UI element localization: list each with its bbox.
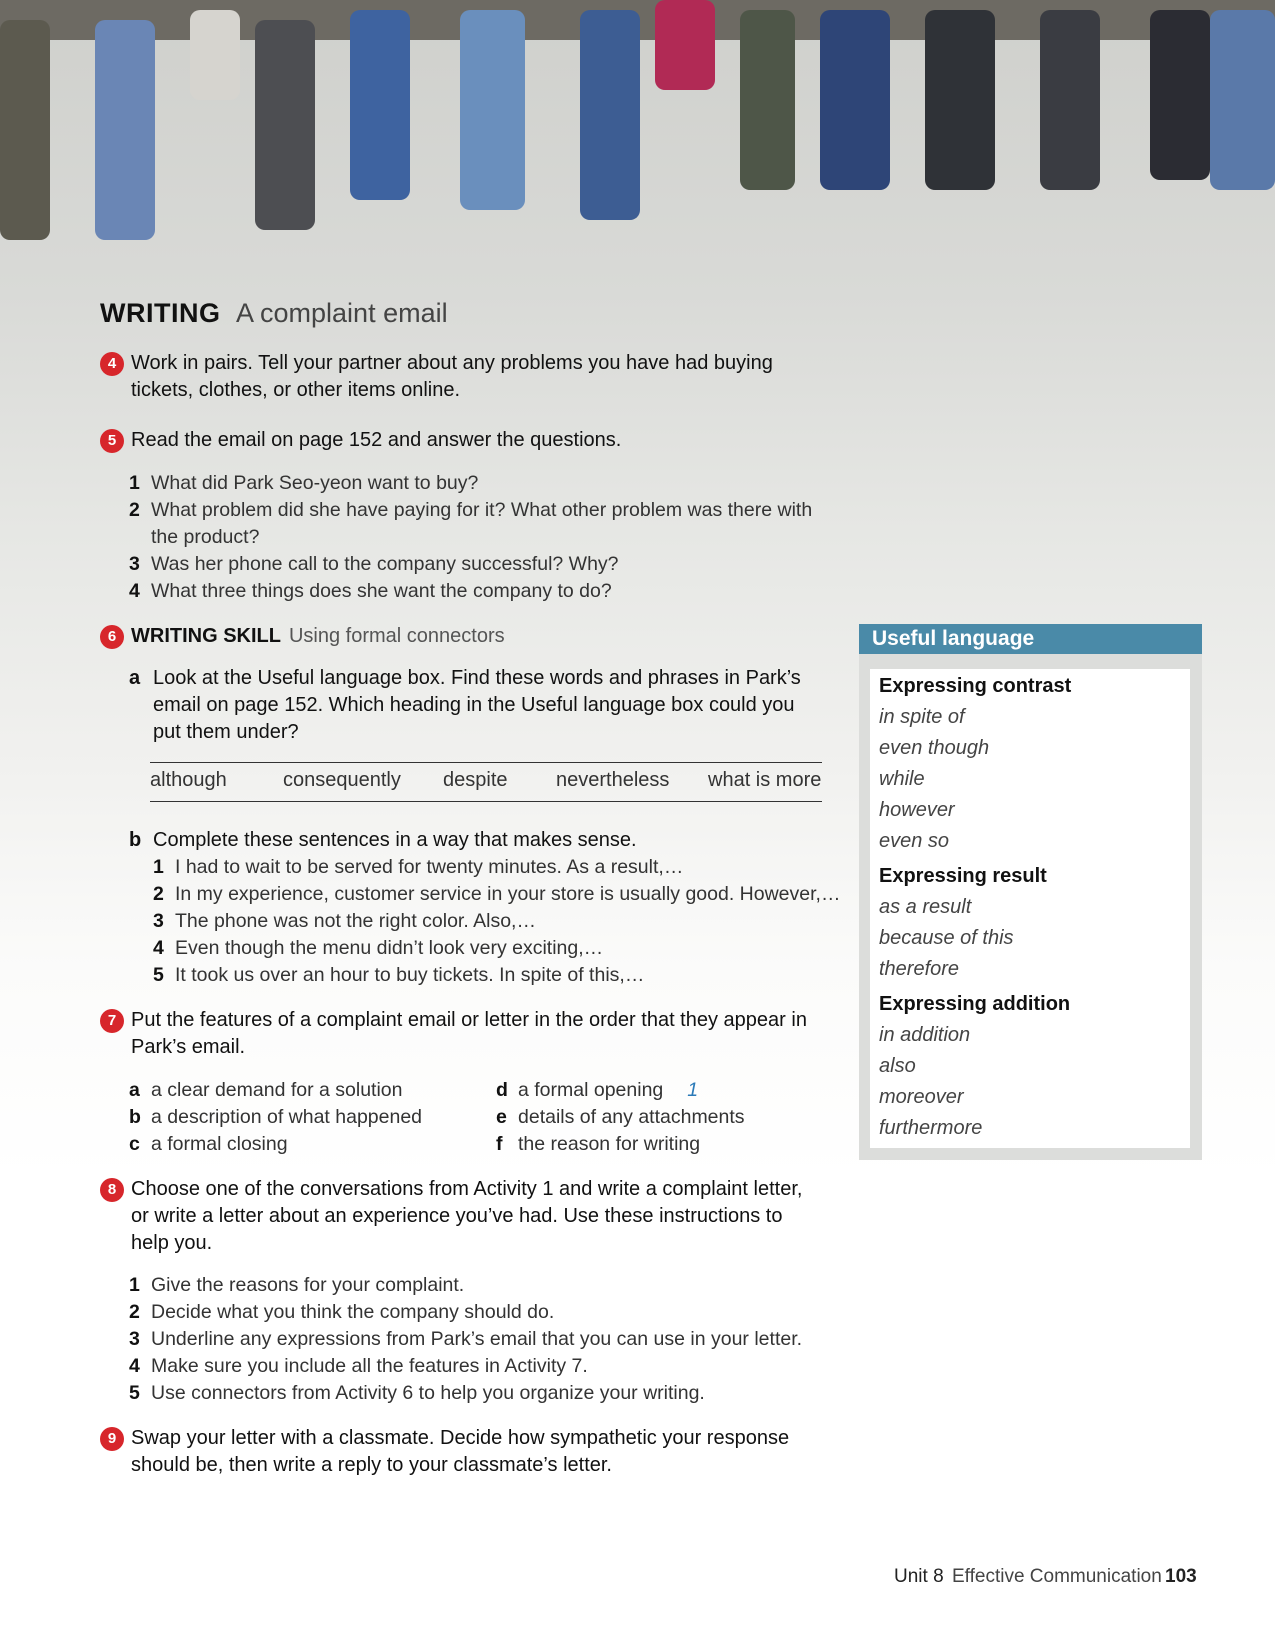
list-item: 5 It took us over an hour to buy tickets. In spite of this,… bbox=[153, 964, 645, 986]
activity-8-text: Choose one of the conversations from Activity 1 and write a complaint letter, or write a letter about an experience you’ve had. Use these instructions to help you. bbox=[131, 1178, 803, 1254]
word: nevertheless bbox=[556, 769, 670, 791]
activity-6b-text: Complete these sentences in a way that makes sense. bbox=[153, 829, 637, 851]
list-item: 4 Make sure you include all the features in Activity 7. bbox=[129, 1355, 588, 1377]
sub-label: b bbox=[129, 829, 142, 851]
list-item: 1 I had to wait to be served for twenty minutes. As a result,… bbox=[153, 856, 684, 878]
list-item: 4 Even though the menu didn’t look very exciting,… bbox=[153, 937, 604, 959]
useful-language-box bbox=[859, 624, 1202, 1160]
activity-6a-text: Look at the Useful language box. Find these words and phrases in Park’s email on page 152. Which heading in the Useful language box could you put them under? bbox=[153, 667, 801, 743]
list-item: 4 What three things does she want the company to do? bbox=[129, 580, 612, 602]
phrase: even so bbox=[879, 830, 950, 852]
section-heading bbox=[100, 298, 448, 329]
page-number: 103 bbox=[1165, 1566, 1197, 1587]
phrase: furthermore bbox=[879, 1117, 983, 1139]
activity-9-text: Swap your letter with a classmate. Decide how sympathetic your response should be, then write a reply to your classmate’s letter. bbox=[131, 1427, 790, 1476]
text-line: Work in pairs. Tell your partner about any problems you have had buying bbox=[131, 352, 773, 374]
group-heading: Expressing contrast bbox=[879, 675, 1072, 697]
phrase: even though bbox=[879, 737, 990, 759]
feature-item: d a formal opening 1 bbox=[496, 1079, 699, 1101]
list-item: 2 Decide what you think the company should do. bbox=[129, 1301, 555, 1323]
list-item: 2 What problem did she have paying for it? What other problem was there with the product? bbox=[129, 499, 813, 548]
list-item: 3 The phone was not the right color. Also,… bbox=[153, 910, 536, 932]
feature-item: c a formal closing bbox=[129, 1133, 288, 1155]
list-item: 1 What did Park Seo-yeon want to buy? bbox=[129, 472, 479, 494]
footer-title: Effective Communication bbox=[952, 1566, 1162, 1587]
useful-language-content bbox=[870, 669, 1190, 1148]
section-title: A complaint email bbox=[236, 298, 448, 328]
feature-item: e details of any attachments bbox=[496, 1106, 745, 1128]
activity-number: 5 bbox=[100, 429, 124, 453]
activity-5-text: Read the email on page 152 and answer the questions. bbox=[131, 429, 622, 451]
word: consequently bbox=[283, 769, 401, 791]
activity-number: 6 bbox=[100, 625, 124, 649]
list-item: 3 Was her phone call to the company successful? Why? bbox=[129, 553, 619, 575]
feature-item: a a clear demand for a solution bbox=[129, 1079, 403, 1101]
footer-unit: Unit 8 bbox=[894, 1566, 944, 1587]
phrase: in spite of bbox=[879, 706, 965, 728]
word-box bbox=[150, 762, 822, 802]
group-heading: Expressing addition bbox=[879, 993, 1071, 1015]
feature-item: b a description of what happened bbox=[129, 1106, 423, 1128]
group-heading: Expressing result bbox=[879, 865, 1047, 887]
activity-4-text bbox=[131, 350, 773, 404]
feature-item: f the reason for writing bbox=[496, 1133, 701, 1155]
text-line: tickets, clothes, or other items online. bbox=[131, 379, 461, 401]
word: despite bbox=[443, 769, 508, 791]
phrase: in addition bbox=[879, 1024, 971, 1046]
activity-number: 9 bbox=[100, 1427, 124, 1451]
word: what is more bbox=[708, 769, 822, 791]
useful-language-title: Useful language bbox=[859, 624, 1202, 654]
phrase: because of this bbox=[879, 927, 1014, 949]
activity-number: 7 bbox=[100, 1009, 124, 1033]
phrase: while bbox=[879, 768, 925, 790]
writing-skill-heading: WRITING SKILL Using formal connectors bbox=[131, 625, 505, 647]
word: although bbox=[150, 769, 227, 791]
activity-number: 8 bbox=[100, 1178, 124, 1202]
phrase: however bbox=[879, 799, 955, 821]
activity-7-text: Put the features of a complaint email or letter in the order that they appear in Park’s email. bbox=[131, 1009, 807, 1058]
sub-label: a bbox=[129, 667, 141, 689]
list-item: 1 Give the reasons for your complaint. bbox=[129, 1274, 465, 1296]
phrase: moreover bbox=[879, 1086, 964, 1108]
answer-example: 1 bbox=[687, 1079, 699, 1101]
list-item: 3 Underline any expressions from Park’s email that you can use in your letter. bbox=[129, 1328, 803, 1350]
phrase: also bbox=[879, 1055, 916, 1077]
phrase: as a result bbox=[879, 896, 972, 918]
list-item: 2 In my experience, customer service in your store is usually good. However,… bbox=[153, 883, 841, 905]
activity-number: 4 bbox=[100, 352, 124, 376]
section-label: WRITING bbox=[100, 298, 221, 328]
phrase: therefore bbox=[879, 958, 960, 980]
list-item: 5 Use connectors from Activity 6 to help you organize your writing. bbox=[129, 1382, 705, 1404]
